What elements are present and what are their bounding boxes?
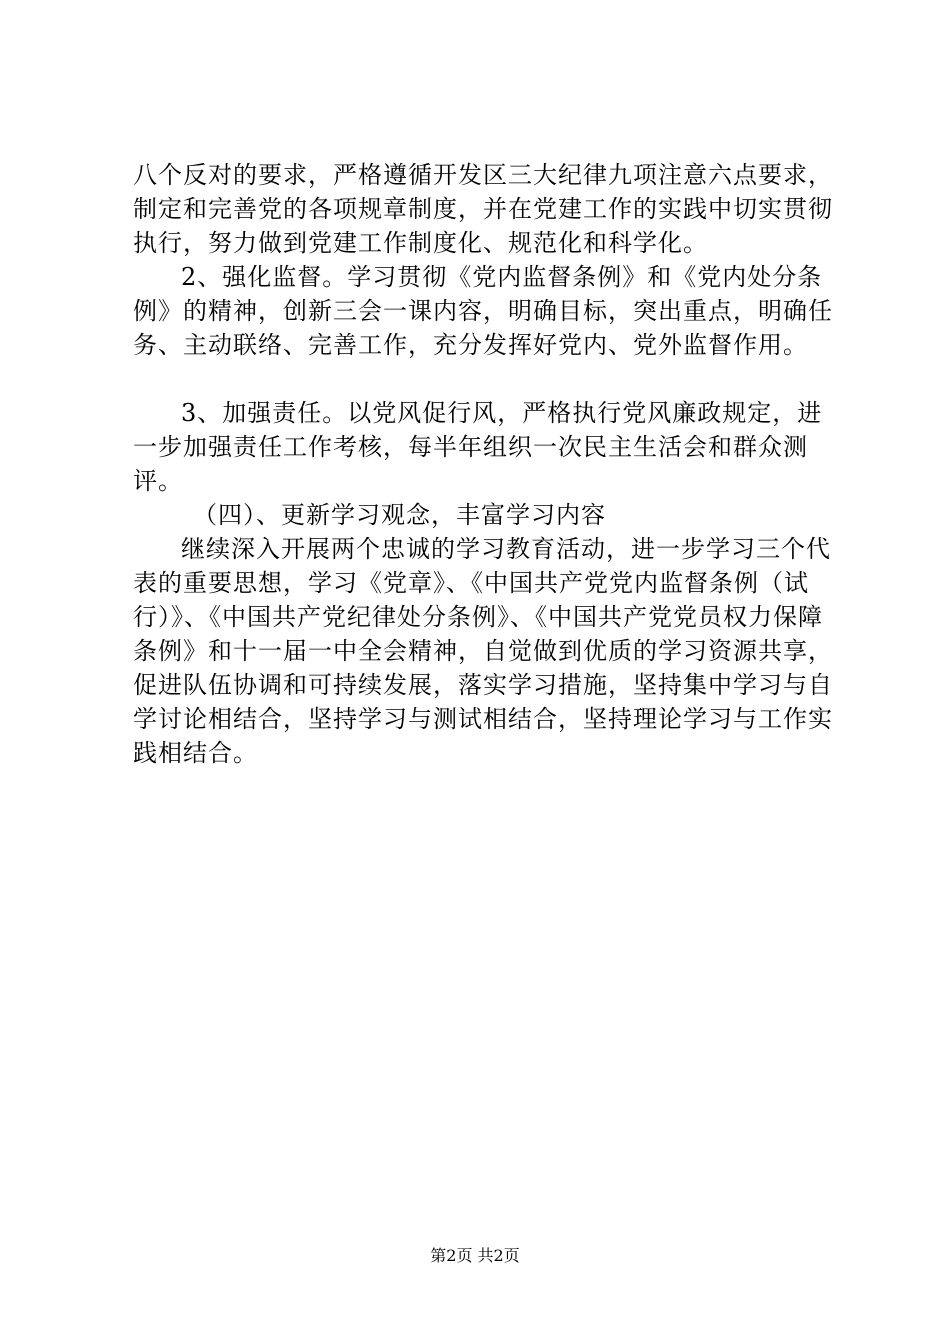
paragraph-continuation: 八个反对的要求，严格遵循开发区三大纪律九项注意六点要求，制定和完善党的各项规章制度，并在党建工作的实践中切实贯彻执行，努力做到党建工作制度化、规范化和科学化。 <box>133 161 833 257</box>
page-footer: 第2页 共2页 <box>430 1246 520 1265</box>
paragraph-strengthen-responsibility: 3、加强责任。以党风促行风，严格执行党风廉政规定，进一步加强责任工作考核，每半年组织一次民主生活会和群众测评。 <box>133 399 823 495</box>
paragraph-strengthen-supervision: 2、强化监督。学习贯彻《党内监督条例》和《党内处分条例》的精神，创新三会一课内容，明确目标，突出重点，明确任务、主动联络、完善工作，充分发挥好党内、党外监督作用。 <box>133 263 833 359</box>
document-body <box>133 158 833 770</box>
section-heading-four: （四）、更新学习观念，丰富学习内容 <box>193 501 606 529</box>
paragraph-learning-activities: 继续深入开展两个忠诚的学习教育活动，进一步学习三个代表的重要思想，学习《党章》、《中国共产党党内监督条例（试行）》、《中国共产党纪律处分条例》、《中国共产党党员权力保障条例》和十一届一中全会精神，自觉做到优质的学习资源共享，促进队伍协调和可持续发展，落实学习措施，坚持集中学习与自学讨论相结合，坚持学习与测试相结合，坚持理论学习与工作实践相结合。 <box>133 535 833 767</box>
